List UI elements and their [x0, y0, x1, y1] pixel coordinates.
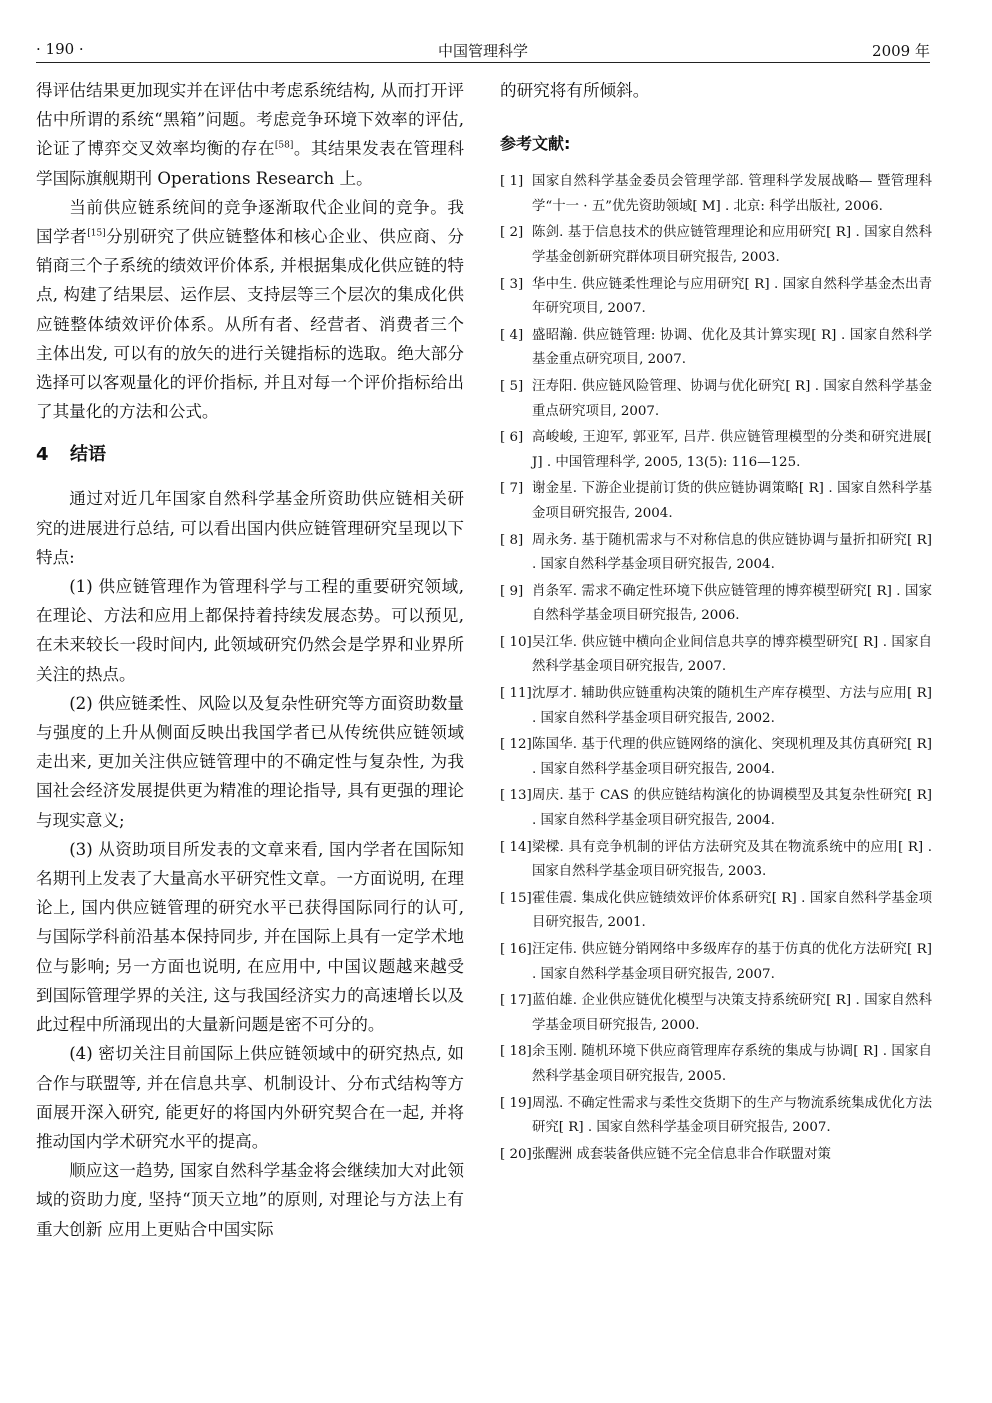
reference-text: 蓝伯雄. 企业供应链优化模型与决策支持系统研究[ R] . 国家自然科学基金项目研究报告, 2000. [532, 993, 932, 1033]
reference-item [500, 375, 932, 424]
body-paragraph: 顺应这一趋势, 国家自然科学基金将会继续加大对此领域的资助力度, 坚持“顶天立地”的原则, 对理论与方法上有重大创新 应用上更贴合中国实际 [36, 1161, 464, 1239]
reference-item [500, 631, 932, 680]
reference-item [500, 989, 932, 1038]
reference-index: [ 10] [500, 634, 532, 650]
reference-index: [ 18] [500, 1044, 532, 1060]
reference-text: 汪寿阳. 供应链风险管理、协调与优化研究[ R] . 国家自然科学基金重点研究项目, 2007. [532, 378, 932, 419]
reference-list [500, 170, 932, 1167]
section-number: 4 [36, 444, 49, 466]
body-paragraph: 通过对近几年国家自然科学基金所资助供应链相关研究的进展进行总结, 可以看出国内供应链管理研究呈现以下特点: [36, 489, 464, 567]
reference-index: [ 4] [500, 327, 524, 343]
reference-index: [ 17] [500, 993, 532, 1009]
reference-text: 张醒洲 成套装备供应链不完全信息非合作联盟对策 [532, 1146, 831, 1162]
reference-item [500, 529, 932, 578]
body-paragraph: (3) 从资助项目所发表的文章来看, 国内学者在国际知名期刊上发表了大量高水平研究性文章。一方面说明, 在理论上, 国内供应链管理的研究水平已获得国际同行的认可, 与国际学科前沿基本保持同步, 并在国际上具有一定学术地位与影响; 另一方面也说明, 在应用中, 中国议题越来越受到国际管理学界的关注, 这与我国经济实力的高速增长以及此过程中所涌现出的大量新问题是密不可分的。 [36, 839, 464, 1035]
reference-text: 霍佳震. 集成化供应链绩效评价体系研究[ R] . 国家自然科学基金项目研究报告, 2001. [532, 890, 932, 931]
page-number: · 190 · [36, 40, 84, 58]
reference-text: 沈厚才. 辅助供应链重构决策的随机生产库存模型、方法与应用[ R] . 国家自然科学基金项目研究报告, 2002. [532, 686, 932, 726]
reference-text: 陈剑. 基于信息技术的供应链管理理论和应用研究[ R] . 国家自然科学基金创新研究群体项目研究报告, 2003. [532, 225, 932, 265]
reference-index: [ 5] [500, 378, 524, 394]
body-paragraph [36, 76, 464, 193]
paragraph-text: 当前供应链系统间的竞争逐渐取代企业间的竞争。我国学者 [36, 197, 464, 247]
reference-index: [ 7] [500, 481, 524, 497]
section-title: 结语 [70, 444, 106, 466]
body-paragraph [36, 193, 464, 427]
reference-item [500, 733, 932, 782]
reference-item [500, 682, 932, 731]
running-header [36, 36, 930, 63]
paragraph-text: 分别研究了供应链整体和核心企业、供应商、分销商三个子系统的绩效评价体系, 并根据集成化供应链的特点, 构建了结果层、运作层、支持层等三个层次的集成化供应链整体绩效评价体系。从所有者、经营者、消费者三个主体出发, 可以有的放矢的进行关键指标的选取。绝大部分选择可以客观量化的评价指标, 并且对每一个评价指标给出了其量化的方法和公式。 [36, 227, 465, 422]
reference-item [500, 1040, 932, 1089]
reference-text: 周庆. 基于 CAS 的供应链结构演化的协调模型及其复杂性研究[ R] . 国家自然科学基金项目研究报告, 2004. [532, 788, 932, 829]
reference-text: 谢金星. 下游企业提前订货的供应链协调策略[ R] . 国家自然科学基金项目研究报告, 2004. [532, 481, 932, 521]
reference-item [500, 1092, 932, 1141]
reference-text: 陈国华. 基于代理的供应链网络的演化、突现机理及其仿真研究[ R] . 国家自然科学基金项目研究报告, 2004. [532, 737, 932, 777]
reference-item [500, 887, 932, 936]
reference-item [500, 477, 932, 526]
reference-index: [ 8] [500, 532, 524, 548]
citation: [58] [274, 140, 294, 151]
reference-index: [ 3] [500, 276, 524, 292]
reference-index: [ 19] [500, 1095, 532, 1111]
reference-index: [ 12] [500, 737, 532, 753]
body-paragraph: (1) 供应链管理作为管理科学与工程的重要研究领域, 在理论、方法和应用上都保持着持续发展态势。可以预见, 在未来较长一段时间内, 此领域研究仍然会是学界和业界所关注的热点。 [36, 577, 464, 684]
reference-item [500, 170, 932, 219]
reference-text: 肖条军. 需求不确定性环境下供应链管理的博弈模型研究[ R] . 国家自然科学基金项目研究报告, 2006. [532, 583, 932, 624]
reference-index: [ 13] [500, 788, 532, 804]
reference-index: [ 11] [500, 686, 532, 702]
paragraph-text: 。其结果发表在管理科学国际旗舰期刊 Operations Research 上。 [36, 139, 465, 188]
left-column [36, 76, 464, 1244]
reference-text: 梁樑. 具有竞争机制的评估方法研究及其在物流系统中的应用[ R] . 国家自然科学基金项目研究报告, 2003. [532, 839, 932, 880]
paragraph-text: 得评估结果更加现实并在评估中考虑系统结构, 从而打开评估中所谓的系统“黑箱”问题。考虑竞争环境下效率的评估, 论证了博弈交叉效率均衡的存在 [36, 81, 464, 159]
reference-item [500, 221, 932, 270]
reference-item [500, 273, 932, 322]
reference-index: [ 1] [500, 174, 524, 190]
body-paragraph: 的研究将有所倾斜。 [500, 81, 650, 100]
reference-index: [ 15] [500, 890, 532, 906]
reference-text: 国家自然科学基金委员会管理学部. 管理科学发展战略— 暨管理科学“十一 · 五”优先资助领域[ M] . 北京: 科学出版社, 2006. [532, 174, 932, 214]
body-paragraph: (4) 密切关注目前国际上供应链领域中的研究热点, 如合作与联盟等, 并在信息共享、机制设计、分布式结构等方面展开深入研究, 能更好的将国内外研究契合在一起, 并将推动国内学术研究水平的提高。 [36, 1044, 464, 1151]
reference-text: 吴江华. 供应链中横向企业间信息共享的博弈模型研究[ R] . 国家自然科学基金项目研究报告, 2007. [532, 634, 932, 675]
reference-index: [ 9] [500, 583, 524, 599]
reference-index: [ 20] [500, 1146, 532, 1162]
reference-item [500, 426, 932, 475]
references-heading: 参考文献: [500, 134, 571, 154]
reference-item [500, 580, 932, 629]
reference-text: 周泓. 不确定性需求与柔性交货期下的生产与物流系统集成优化方法研究[ R] . 国家自然科学基金项目研究报告, 2007. [532, 1095, 932, 1136]
citation: [15] [87, 228, 106, 239]
reference-item [500, 324, 932, 373]
reference-text: 高峻峻, 王迎军, 郭亚军, 吕芹. 供应链管理模型的分类和研究进展[ J] . 中国管理科学, 2005, 13(5): 116—125. [532, 430, 932, 470]
reference-text: 余玉刚. 随机环境下供应商管理库存系统的集成与协调[ R] . 国家自然科学基金项目研究报告, 2005. [532, 1044, 932, 1084]
body-paragraph: (2) 供应链柔性、风险以及复杂性研究等方面资助数量与强度的上升从侧面反映出我国学者已从传统供应链领域走出来, 更加关注供应链管理中的不确定性与复杂性, 为我国社会经济发展提供更为精准的理论指导, 具有更强的理论与现实意义; [36, 693, 464, 830]
reference-item [500, 1143, 932, 1168]
reference-index: [ 16] [500, 942, 532, 958]
reference-item [500, 938, 932, 987]
reference-text: 周永务. 基于随机需求与不对称信息的供应链协调与量折扣研究[ R] . 国家自然科学基金项目研究报告, 2004. [532, 532, 932, 573]
reference-index: [ 2] [500, 225, 524, 241]
section-heading [36, 440, 464, 470]
reference-index: [ 14] [500, 839, 532, 855]
journal-name: 中国管理科学 [437, 42, 528, 60]
reference-item [500, 836, 932, 885]
reference-item [500, 784, 932, 833]
publication-year: 2009 年 [872, 42, 930, 60]
right-column [500, 76, 932, 1169]
reference-text: 汪定伟. 供应链分销网络中多级库存的基于仿真的优化方法研究[ R] . 国家自然科学基金项目研究报告, 2007. [532, 942, 932, 982]
reference-index: [ 6] [500, 430, 524, 446]
reference-text: 盛昭瀚. 供应链管理: 协调、优化及其计算实现[ R] . 国家自然科学基金重点研究项目, 2007. [532, 327, 932, 368]
reference-text: 华中生. 供应链柔性理论与应用研究[ R] . 国家自然科学基金杰出青年研究项目, 2007. [532, 276, 932, 317]
